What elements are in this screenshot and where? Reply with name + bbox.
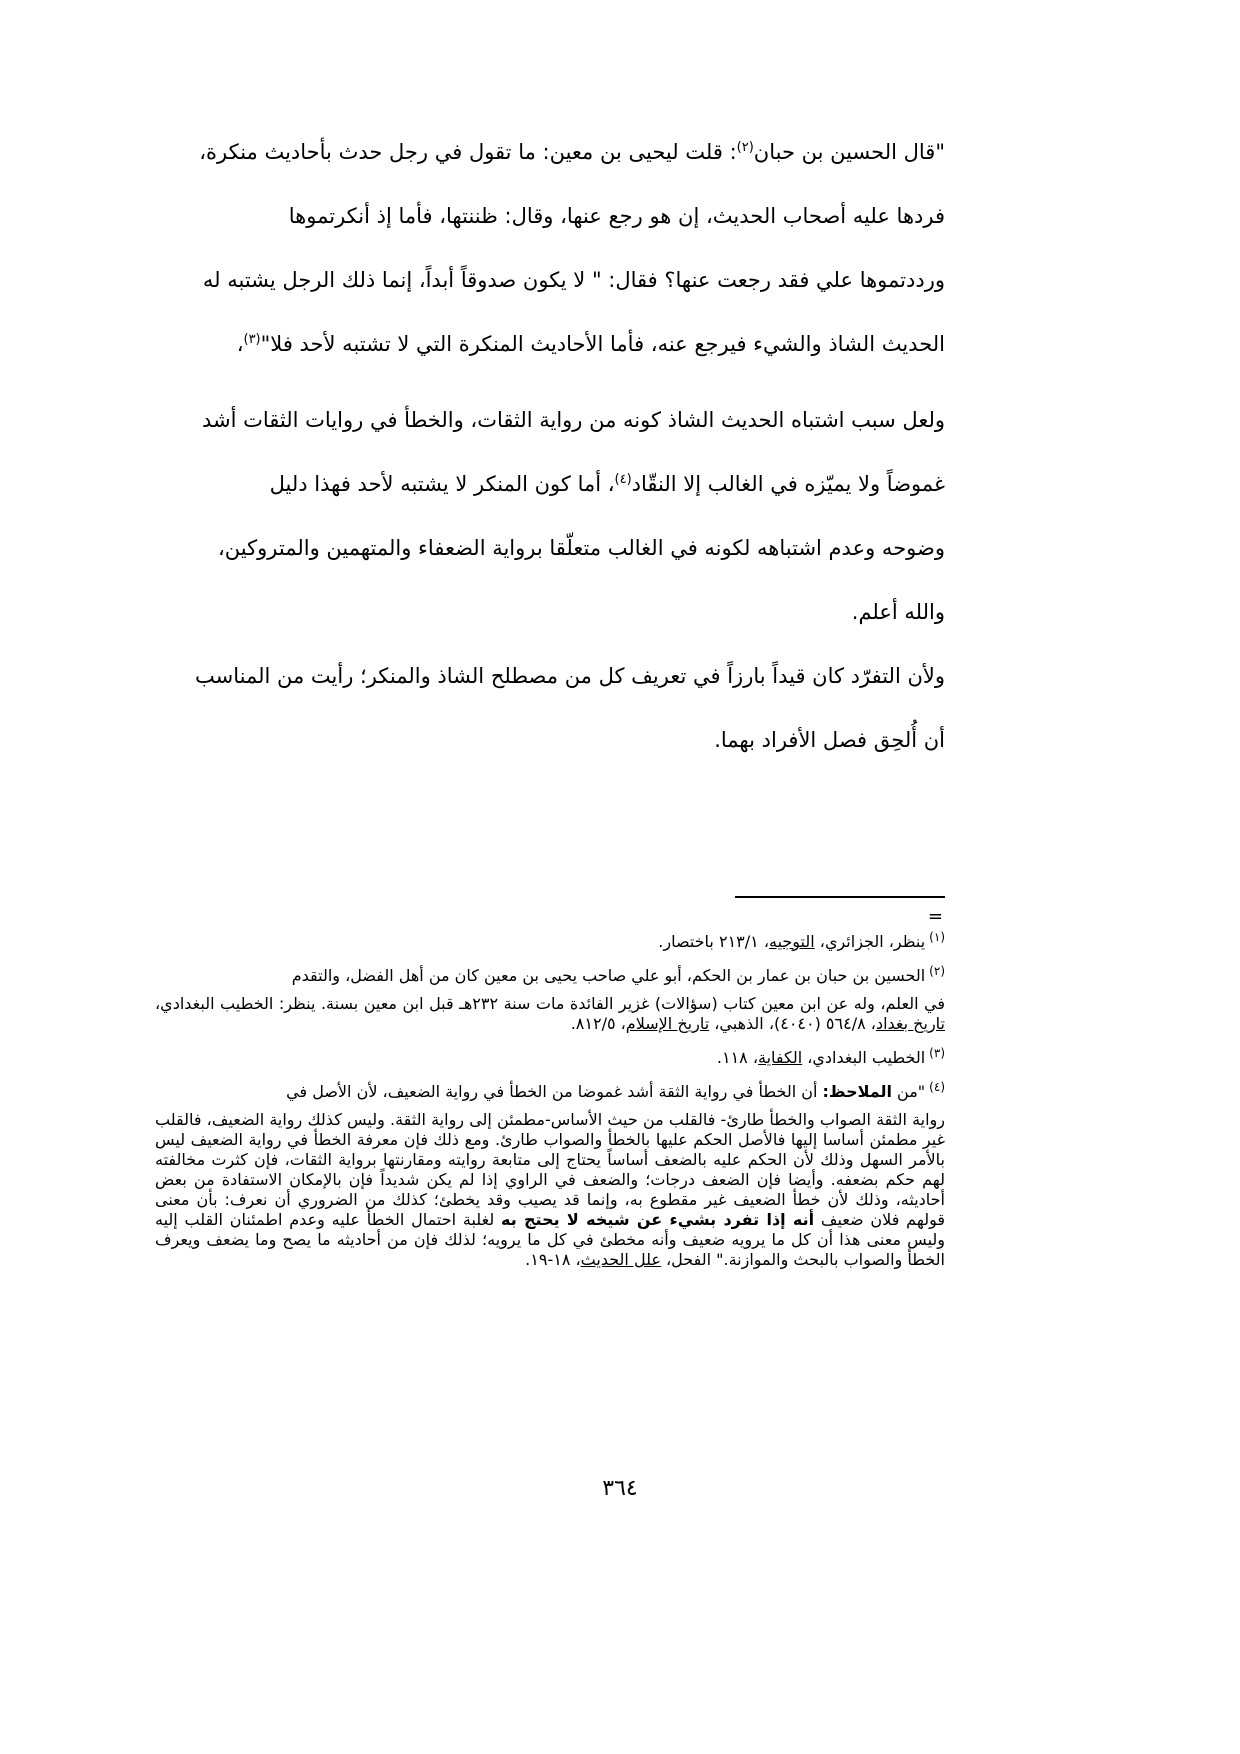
footnote-ref[interactable]: (٤) bbox=[614, 472, 632, 487]
book-title: تاريخ بغداد bbox=[875, 1014, 945, 1033]
text-line: ولعل سبب اشتباه الحديث الشاذ كونه من رواية الثقات، والخطأ في روايات الثقات أشد bbox=[202, 408, 945, 432]
bold-term: الملاحظ: bbox=[822, 1082, 892, 1101]
text-line: ورددتموها علي فقد رجعت عنها؟ فقال: " لا يكون صدوقاً أبداً، إنما ذلك الرجل يشتبه له bbox=[202, 268, 945, 292]
bold-phrase: أنه إذا تفرد بشيء عن شيخه لا يحتج به bbox=[501, 1210, 815, 1229]
text-line: وضوحه وعدم اشتباهه لكونه في الغالب متعلّقا برواية الضعفاء والمتهمين والمتروكين، bbox=[218, 536, 945, 560]
paragraph-conclusion bbox=[155, 644, 945, 772]
footnote-4: $^{(٤)}$"من الملاحظ: أن الخطأ في رواية الثقة أشد غموضا من الخطأ في رواية الضعيف، لأن الأصل في رواية الثقة الصواب والخطأ طارئ- فالقلب من حيث الأساس-مطمئن إلى رواية الثقة. وليس كذلك رواية الضعيف، فالقلب غير مطمئن أساسا إليها فالأصل الحكم عليها بالخطأ والصواب طارئ. ومع ذلك فإن معرفة الخطأ في رواية الضعيف ليس بالأمر السهل وذلك لأن الحكم عليه بالضعف أساساً يحتاج إلى متابعة روايته ومقارنتها برواية الثقات، فإن كثرت مخالفته لهم حكم بضعفه. وأيضا فإن الضعف درجات؛ والضعف في الراوي إذا لم يكن شديداً فإن بالإمكان الاستفادة من بعض أحاديثه، وذلك لأن خطأ الضعيف غير مقطوع به، وإنما قد يصيب وقد يخطئ؛ كذلك من الضروري أن نعرف: بأن معنى قولهم فلان ضعيف أنه إذا تفرد بشيء عن شيخه لا يحتج به لغلبة احتمال الخطأ عليه وعدم اطمئنان القلب إليه وليس معنى هذا أن كل ما يرويه ضعيف وأنه مخطئ في كل ما يرويه؛ لذلك فإن من أحاديثه ما يصح وما يضعف ويعرف الخطأ والصواب بالبحث والموازنة." الفحل، علل الحديث، ١٨-١٩. bbox=[155, 1079, 945, 1269]
book-title: تاريخ الإسلام bbox=[625, 1014, 710, 1033]
footnote-3: $^{(٣)}$الخطيب البغدادي، الكفاية، ١١٨. bbox=[716, 1045, 945, 1067]
footnote-ref[interactable]: (٣) bbox=[243, 332, 261, 347]
footnote-1: $^{(١)}$ينظر، الجزائري، التوجيه، ٢١٣/١ باختصار. bbox=[658, 929, 945, 951]
footnote-number: (٢) bbox=[929, 963, 945, 978]
text-line: الحديث الشاذ والشيء فيرجع عنه، فأما الأحاديث المنكرة التي لا تشتبه لأحد فلا"$^{(٣)}$، bbox=[236, 332, 945, 356]
book-title: الكفاية bbox=[758, 1048, 803, 1067]
book-title: التوجيه bbox=[768, 932, 815, 951]
footnote-number: (١) bbox=[929, 929, 945, 944]
footnote-2: $^{(٢)}$الحسين بن حبان بن عمار بن الحكم، أبو علي صاحب يحيى بن معين كان من أهل الفضل، والتقدم في العلم، وله عن ابن معين كتاب (سؤالات) غزير الفائدة مات سنة ٢٣٢هـ قبل ابن معين بسنة. ينظر: الخطيب البغدادي، تاريخ بغداد، ٥٦٤/٨ (٤٠٤٠)، الذهبي، تاريخ الإسلام، ٨١٢/٥. bbox=[155, 963, 946, 1033]
text-line: فردها عليه أصحاب الحديث، إن هو رجع عنها، وقال: ظننتها، فأما إذ أنكرتموها bbox=[288, 204, 945, 228]
text-line: "قال الحسين بن حبان$^{(٢)}$: قلت ليحيى بن معين: ما تقول في رجل حدث بأحاديث منكرة، bbox=[199, 140, 945, 164]
text-line: ولأن التفرّد كان قيداً بارزاً في تعريف كل من مصطلح الشاذ والمنكر؛ رأيت من المناسب bbox=[195, 664, 945, 688]
text-line: والله أعلم. bbox=[851, 600, 945, 624]
text-line: غموضاً ولا يميّزه في الغالب إلا النقّاد$^{(٤)}$، أما كون المنكر لا يشتبه لأحد فهذا دليل bbox=[269, 472, 945, 496]
text-line: أن أُلحِق فصل الأفراد بهما. bbox=[714, 728, 945, 752]
footnote-separator bbox=[735, 896, 945, 898]
footnote-ref[interactable]: (٢) bbox=[736, 140, 754, 155]
footnote-number: (٣) bbox=[929, 1045, 945, 1060]
footnote-number: (٤) bbox=[929, 1079, 945, 1094]
main-text bbox=[155, 120, 945, 772]
book-title: علل الحديث bbox=[580, 1250, 661, 1269]
paragraph-explanation bbox=[155, 388, 945, 644]
continuation-mark: = bbox=[927, 906, 943, 927]
footnotes bbox=[155, 929, 946, 1284]
paragraph-quote bbox=[155, 120, 945, 376]
page-number: ٣٦٤ bbox=[602, 1476, 638, 1501]
